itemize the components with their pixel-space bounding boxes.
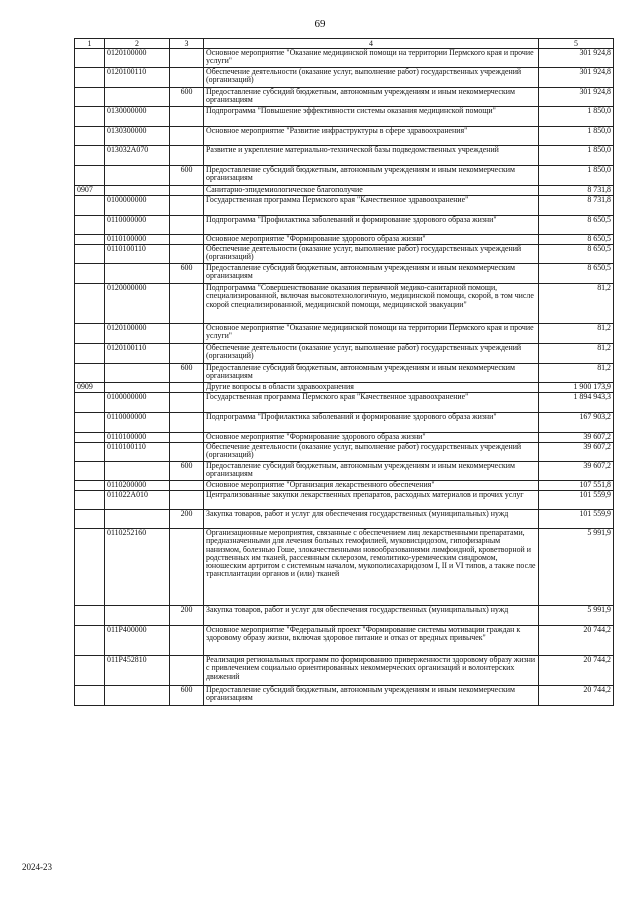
description-cell: Основное мероприятие "Формирование здорового образа жизни" [204,433,539,443]
target-code-cell [105,606,170,626]
expense-type-cell [170,49,204,68]
section-code-cell: 0909 [75,383,105,393]
target-code-cell: 0120100000 [105,324,170,344]
expense-type-cell: 600 [170,364,204,383]
target-code-cell: 0110100110 [105,245,170,264]
section-code-cell [75,127,105,146]
table-row [75,68,614,88]
expense-type-cell: 200 [170,606,204,626]
column-header: 5 [539,39,614,49]
amount-cell: 8 731,8 [539,186,614,196]
table-row [75,146,614,166]
description-cell: Государственная программа Пермского края "Качественное здравоохранение" [204,393,539,413]
section-code-cell [75,245,105,264]
table-row [75,166,614,186]
expense-type-cell [170,284,204,324]
target-code-cell: 0130300000 [105,127,170,146]
amount-cell: 8 650,5 [539,264,614,284]
description-cell: Основное мероприятие "Федеральный проект "Формирование системы мотивации граждан к здоровому образу жизни, включая здоровое питание и отказ от вредных привычек" [204,626,539,656]
table-row [75,196,614,216]
description-cell: Государственная программа Пермского края "Качественное здравоохранение" [204,196,539,216]
section-code-cell [75,510,105,529]
section-code-cell: 0907 [75,186,105,196]
expense-type-cell [170,443,204,462]
amount-cell: 5 991,9 [539,606,614,626]
expense-type-cell [170,216,204,235]
table-row [75,216,614,235]
expense-type-cell [170,107,204,127]
section-code-cell [75,433,105,443]
description-cell: Развитие и укрепление материально-технической базы подведомственных учреждений [204,146,539,166]
target-code-cell [105,166,170,186]
target-code-cell: 011Р400000 [105,626,170,656]
table-row [75,433,614,443]
amount-cell: 101 559,9 [539,510,614,529]
expense-type-cell [170,383,204,393]
amount-cell: 20 744,2 [539,686,614,706]
target-code-cell: 0110100110 [105,443,170,462]
target-code-cell: 0120100000 [105,49,170,68]
expense-type-cell [170,393,204,413]
target-code-cell: 011Р452810 [105,656,170,686]
table-row [75,284,614,324]
amount-cell: 81,2 [539,344,614,364]
table-row [75,264,614,284]
expense-type-cell [170,146,204,166]
amount-cell: 301 924,8 [539,68,614,88]
section-code-cell [75,364,105,383]
section-code-cell [75,216,105,235]
table-row [75,364,614,383]
amount-cell: 81,2 [539,364,614,383]
table-row [75,443,614,462]
expense-type-cell [170,626,204,656]
table-row [75,510,614,529]
table-row [75,383,614,393]
table-row [75,393,614,413]
section-code-cell [75,626,105,656]
expense-type-cell: 600 [170,88,204,107]
expense-type-cell [170,68,204,88]
target-code-cell: 0100000000 [105,393,170,413]
target-code-cell: 0120100110 [105,344,170,364]
expense-type-cell: 600 [170,264,204,284]
expense-type-cell [170,245,204,264]
description-cell: Закупка товаров, работ и услуг для обеспечения государственных (муниципальных) нужд [204,606,539,626]
section-code-cell [75,606,105,626]
column-header: 1 [75,39,105,49]
description-cell: Санитарно-эпидемиологическое благополучие [204,186,539,196]
table-row [75,656,614,686]
expense-type-cell [170,656,204,686]
target-code-cell [105,264,170,284]
amount-cell: 167 903,2 [539,413,614,433]
amount-cell: 8 731,8 [539,196,614,216]
target-code-cell: 0130000000 [105,107,170,127]
description-cell: Подпрограмма "Профилактика заболеваний и формирование здорового образа жизни" [204,216,539,235]
amount-cell: 1 850,0 [539,107,614,127]
expense-type-cell: 600 [170,166,204,186]
target-code-cell [105,510,170,529]
target-code-cell: 0110252160 [105,529,170,606]
description-cell: Обеспечение деятельности (оказание услуг, выполнение работ) государственных учреждений (организаций) [204,443,539,462]
target-code-cell: 0110000000 [105,216,170,235]
expense-type-cell: 600 [170,686,204,706]
section-code-cell [75,443,105,462]
description-cell: Обеспечение деятельности (оказание услуг, выполнение работ) государственных учреждений (организаций) [204,344,539,364]
expense-type-cell [170,481,204,491]
amount-cell: 107 551,8 [539,481,614,491]
amount-cell: 8 650,5 [539,245,614,264]
description-cell: Предоставление субсидий бюджетным, автономным учреждениям и иным некоммерческим организациям [204,166,539,186]
section-code-cell [75,491,105,510]
footer-code: 2024-23 [22,862,52,872]
description-cell: Основное мероприятие "Организация лекарственного обеспечения" [204,481,539,491]
target-code-cell [105,364,170,383]
target-code-cell: 011022А010 [105,491,170,510]
table-row [75,606,614,626]
column-header: 2 [105,39,170,49]
description-cell: Подпрограмма "Совершенствование оказания первичной медико-санитарной помощи, специализированной, включая высокотехнологичную, медицинской помощи, скорой, в том числе скорой специализированной, медицинской помощи, медицинской эвакуации" [204,284,539,324]
table-row [75,235,614,245]
expense-type-cell [170,433,204,443]
amount-cell: 81,2 [539,324,614,344]
amount-cell: 81,2 [539,284,614,324]
table-row [75,686,614,706]
expense-type-cell [170,127,204,146]
target-code-cell [105,462,170,481]
amount-cell: 1 850,0 [539,146,614,166]
table-row [75,127,614,146]
description-cell: Предоставление субсидий бюджетным, автономным учреждениям и иным некоммерческим организациям [204,364,539,383]
description-cell: Закупка товаров, работ и услуг для обеспечения государственных (муниципальных) нужд [204,510,539,529]
table-row [75,481,614,491]
amount-cell: 8 650,5 [539,235,614,245]
description-cell: Основное мероприятие "Развитие инфраструктуры в сфере здравоохранения" [204,127,539,146]
expense-type-cell [170,235,204,245]
target-code-cell: 0100000000 [105,196,170,216]
amount-cell: 1 894 943,3 [539,393,614,413]
amount-cell: 1 850,0 [539,127,614,146]
target-code-cell [105,88,170,107]
section-code-cell [75,284,105,324]
amount-cell: 1 850,0 [539,166,614,186]
column-header: 3 [170,39,204,49]
section-code-cell [75,166,105,186]
expense-type-cell: 200 [170,510,204,529]
target-code-cell: 0110000000 [105,413,170,433]
section-code-cell [75,656,105,686]
description-cell: Предоставление субсидий бюджетным, автономным учреждениям и иным некоммерческим организациям [204,462,539,481]
table-row [75,186,614,196]
amount-cell: 39 607,2 [539,443,614,462]
target-code-cell [105,686,170,706]
section-code-cell [75,686,105,706]
amount-cell: 301 924,8 [539,88,614,107]
description-cell: Обеспечение деятельности (оказание услуг, выполнение работ) государственных учреждений (организаций) [204,245,539,264]
description-cell: Предоставление субсидий бюджетным, автономным учреждениям и иным некоммерческим организациям [204,88,539,107]
table-header-row [75,39,614,49]
section-code-cell [75,481,105,491]
section-code-cell [75,235,105,245]
expense-type-cell: 600 [170,462,204,481]
target-code-cell [105,186,170,196]
description-cell: Другие вопросы в области здравоохранения [204,383,539,393]
amount-cell: 5 991,9 [539,529,614,606]
target-code-cell: 0110200000 [105,481,170,491]
section-code-cell [75,196,105,216]
description-cell: Предоставление субсидий бюджетным, автономным учреждениям и иным некоммерческим организациям [204,264,539,284]
table-row [75,49,614,68]
section-code-cell [75,107,105,127]
table-row [75,413,614,433]
description-cell: Основное мероприятие "Формирование здорового образа жизни" [204,235,539,245]
table-row [75,344,614,364]
target-code-cell: 0110100000 [105,433,170,443]
table-row [75,88,614,107]
section-code-cell [75,264,105,284]
expense-type-cell [170,529,204,606]
budget-table [74,38,614,706]
table-row [75,626,614,656]
amount-cell: 39 607,2 [539,462,614,481]
section-code-cell [75,146,105,166]
amount-cell: 20 744,2 [539,626,614,656]
section-code-cell [75,344,105,364]
table-row [75,107,614,127]
section-code-cell [75,88,105,107]
column-header: 4 [204,39,539,49]
amount-cell: 39 607,2 [539,433,614,443]
amount-cell: 101 559,9 [539,491,614,510]
amount-cell: 20 744,2 [539,656,614,686]
target-code-cell: 0110100000 [105,235,170,245]
description-cell: Обеспечение деятельности (оказание услуг, выполнение работ) государственных учреждений (организаций) [204,68,539,88]
section-code-cell [75,413,105,433]
section-code-cell [75,49,105,68]
section-code-cell [75,324,105,344]
expense-type-cell [170,491,204,510]
description-cell: Реализация региональных программ по формированию приверженности здоровому образу жизни с привлечением социально ориентированных некоммерческих организаций и волонтерских движений [204,656,539,686]
description-cell: Подпрограмма "Профилактика заболеваний и формирование здорового образа жизни" [204,413,539,433]
expense-type-cell [170,324,204,344]
target-code-cell: 013032А070 [105,146,170,166]
section-code-cell [75,393,105,413]
expense-type-cell [170,413,204,433]
description-cell: Основное мероприятие "Оказание медицинской помощи на территории Пермского края и прочие услуги" [204,49,539,68]
description-cell: Подпрограмма "Повышение эффективности системы оказания медицинской помощи" [204,107,539,127]
expense-type-cell [170,186,204,196]
table-row [75,462,614,481]
description-cell: Организационные мероприятия, связанные с обеспечением лиц лекарственными препаратами, предназначенными для лечения больных гемофилией, муковисцидозом, гипофизарным нанизмом, болезнью Гоше, злокачественными новообразованиями лимфоидной, кроветворной и родственных им тканей, рассеянным склерозом, гемолитико-уремическим синдромом, юношеским артритом с системным началом, мукополисахаридозом I, II и VI типов, а также после трансплантации органов и (или) тканей [204,529,539,606]
amount-cell: 8 650,5 [539,216,614,235]
description-cell: Централизованные закупки лекарственных препаратов, расходных материалов и прочих услуг [204,491,539,510]
expense-type-cell [170,344,204,364]
description-cell: Предоставление субсидий бюджетным, автономным учреждениям и иным некоммерческим организациям [204,686,539,706]
table-row [75,324,614,344]
table-row [75,529,614,606]
page-number: 69 [314,18,326,30]
target-code-cell: 0120100110 [105,68,170,88]
target-code-cell [105,383,170,393]
target-code-cell: 0120000000 [105,284,170,324]
description-cell: Основное мероприятие "Оказание медицинской помощи на территории Пермского края и прочие услуги" [204,324,539,344]
section-code-cell [75,529,105,606]
amount-cell: 1 900 173,9 [539,383,614,393]
table-row [75,491,614,510]
expense-type-cell [170,196,204,216]
table-row [75,245,614,264]
amount-cell: 301 924,8 [539,49,614,68]
section-code-cell [75,68,105,88]
section-code-cell [75,462,105,481]
